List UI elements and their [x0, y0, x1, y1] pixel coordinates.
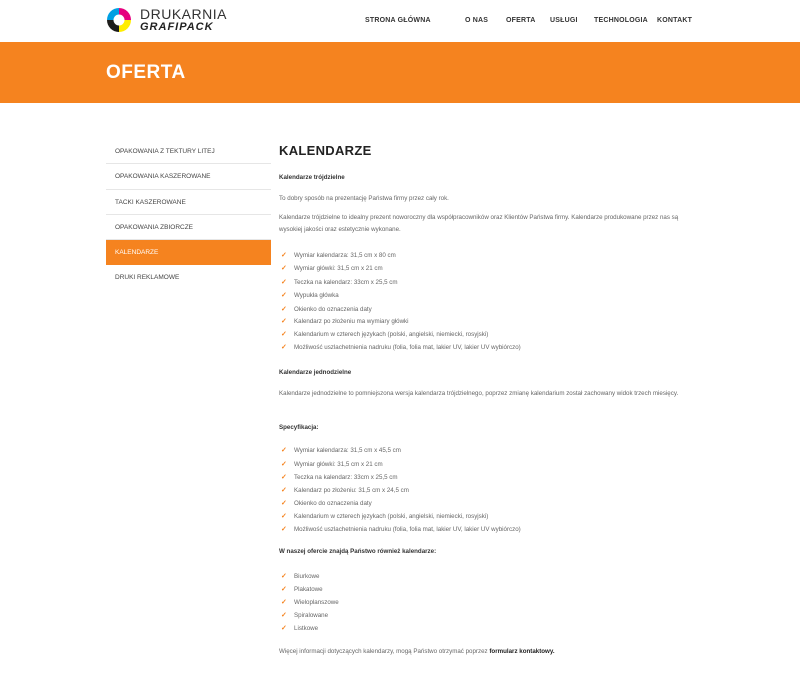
check-icon: ✓	[281, 573, 287, 580]
check-icon: ✓	[281, 331, 287, 338]
list-item: ✓ Możliwość uszlachetnienia nadruku (folia, folia mat, lakier UV, lakier UV wybiórczo)	[281, 344, 521, 351]
list-item: ✓ Kalendarium w czterech językach (polski, angielski, niemiecki, rosyjski)	[281, 331, 489, 338]
section-heading: Kalendarze trójdzielne	[279, 174, 345, 181]
nav-about[interactable]: O NAS	[465, 17, 489, 24]
sidebar-item-solid-board[interactable]: OPAKOWANIA Z TEKTURY LITEJ	[106, 139, 271, 164]
nav-contact[interactable]: KONTAKT	[657, 17, 693, 24]
list-item: ✓ Kalendarium w czterech językach (polski, angielski, niemiecki, rosyjski)	[281, 513, 489, 520]
contact-form-link[interactable]: formularz kontaktowy.	[489, 648, 555, 655]
sidebar-item-trays[interactable]: TACKI KASZEROWANE	[106, 190, 271, 215]
sidebar-menu	[106, 139, 271, 291]
content-title: KALENDARZE	[279, 143, 372, 158]
check-icon: ✓	[281, 599, 287, 606]
check-icon: ✓	[281, 612, 287, 619]
check-icon: ✓	[281, 447, 287, 454]
paragraph: Kalendarze trójdzielne to idealny prezent noworoczny dla współpracowników oraz Klientów Państwa firmy. Kalendarze produkowane przez nas są wysokiej jakości oraz estetycznie wykonane.	[279, 214, 679, 233]
check-icon: ✓	[281, 461, 287, 468]
list-item: ✓ Wieloplanszowe	[281, 599, 339, 606]
check-icon: ✓	[281, 292, 287, 299]
logo-text-line1: DRUKARNIA	[140, 6, 227, 22]
check-icon: ✓	[281, 306, 287, 313]
sidebar-item-bulk-packaging[interactable]: OPAKOWANIA ZBIORCZE	[106, 215, 271, 240]
page-title: OFERTA	[106, 62, 186, 83]
check-icon: ✓	[281, 500, 287, 507]
check-icon: ✓	[281, 513, 287, 520]
footer-paragraph: Więcej informacji dotyczących kalendarzy, mogą Państwo otrzymać poprzez formularz kontaktowy.	[279, 648, 555, 655]
paragraph: Kalendarze jednodzielne to pomniejszona wersja kalendarza trójdzielnego, poprzez zmianę kalendarium został zachowany widok trzech miesięcy.	[279, 390, 679, 397]
list-item: ✓ Plakatowe	[281, 586, 323, 593]
logo-text-line2: GRAFIPACK	[140, 21, 214, 33]
list-item: ✓ Wymiar główki: 31,5 cm x 21 cm	[281, 461, 383, 468]
list-item: ✓ Spiralowane	[281, 612, 329, 619]
list-item: ✓ Teczka na kalendarz: 33cm x 25,5 cm	[281, 474, 398, 481]
check-icon: ✓	[281, 265, 287, 272]
section-heading: Kalendarze jednodzielne	[279, 369, 352, 376]
section-heading: W naszej ofercie znajdą Państwo również kalendarze:	[279, 548, 437, 555]
nav-offer[interactable]: OFERTA	[506, 17, 536, 24]
check-icon: ✓	[281, 474, 287, 481]
spec-heading: Specyfikacja:	[279, 424, 319, 431]
list-item: ✓ Teczka na kalendarz: 33cm x 25,5 cm	[281, 279, 398, 286]
check-icon: ✓	[281, 344, 287, 351]
check-icon: ✓	[281, 252, 287, 259]
list-item: ✓ Wymiar kalendarza: 31,5 cm x 45,5 cm	[281, 447, 401, 454]
list-item: ✓ Możliwość uszlachetnienia nadruku (folia, folia mat, lakier UV, lakier UV wybiórczo)	[281, 526, 521, 533]
check-icon: ✓	[281, 625, 287, 632]
list-item: ✓ Kalendarz po złożeniu ma wymiary główki	[281, 318, 409, 325]
list-item: ✓ Wymiar główki: 31,5 cm x 21 cm	[281, 265, 383, 272]
sidebar-item-calendars[interactable]: KALENDARZE	[106, 240, 271, 265]
list-item: ✓ Wypukła główka	[281, 292, 339, 299]
list-item: ✓ Okienko do oznaczenia daty	[281, 306, 372, 313]
main-nav	[0, 17, 800, 27]
list-item: ✓ Biurkowe	[281, 573, 320, 580]
sidebar-item-laminated[interactable]: OPAKOWANIA KASZEROWANE	[106, 164, 271, 189]
list-item: ✓ Kalendarz po złożeniu: 31,5 cm x 24,5 cm	[281, 487, 409, 494]
paragraph: To dobry sposób na prezentację Państwa firmy przez cały rok.	[279, 195, 449, 202]
list-item: ✓ Listkowe	[281, 625, 319, 632]
check-icon: ✓	[281, 318, 287, 325]
check-icon: ✓	[281, 586, 287, 593]
list-item: ✓ Okienko do oznaczenia daty	[281, 500, 372, 507]
check-icon: ✓	[281, 279, 287, 286]
list-item: ✓ Wymiar kalendarza: 31,5 cm x 80 cm	[281, 252, 396, 259]
site-header	[0, 0, 800, 42]
check-icon: ✓	[281, 487, 287, 494]
sidebar-item-promo-prints[interactable]: DRUKI REKLAMOWE	[115, 274, 180, 282]
nav-services[interactable]: USŁUGI	[550, 17, 578, 24]
nav-technology[interactable]: TECHNOLOGIA	[594, 17, 648, 24]
check-icon: ✓	[281, 526, 287, 533]
nav-home[interactable]: STRONA GŁÓWNA	[365, 17, 431, 24]
